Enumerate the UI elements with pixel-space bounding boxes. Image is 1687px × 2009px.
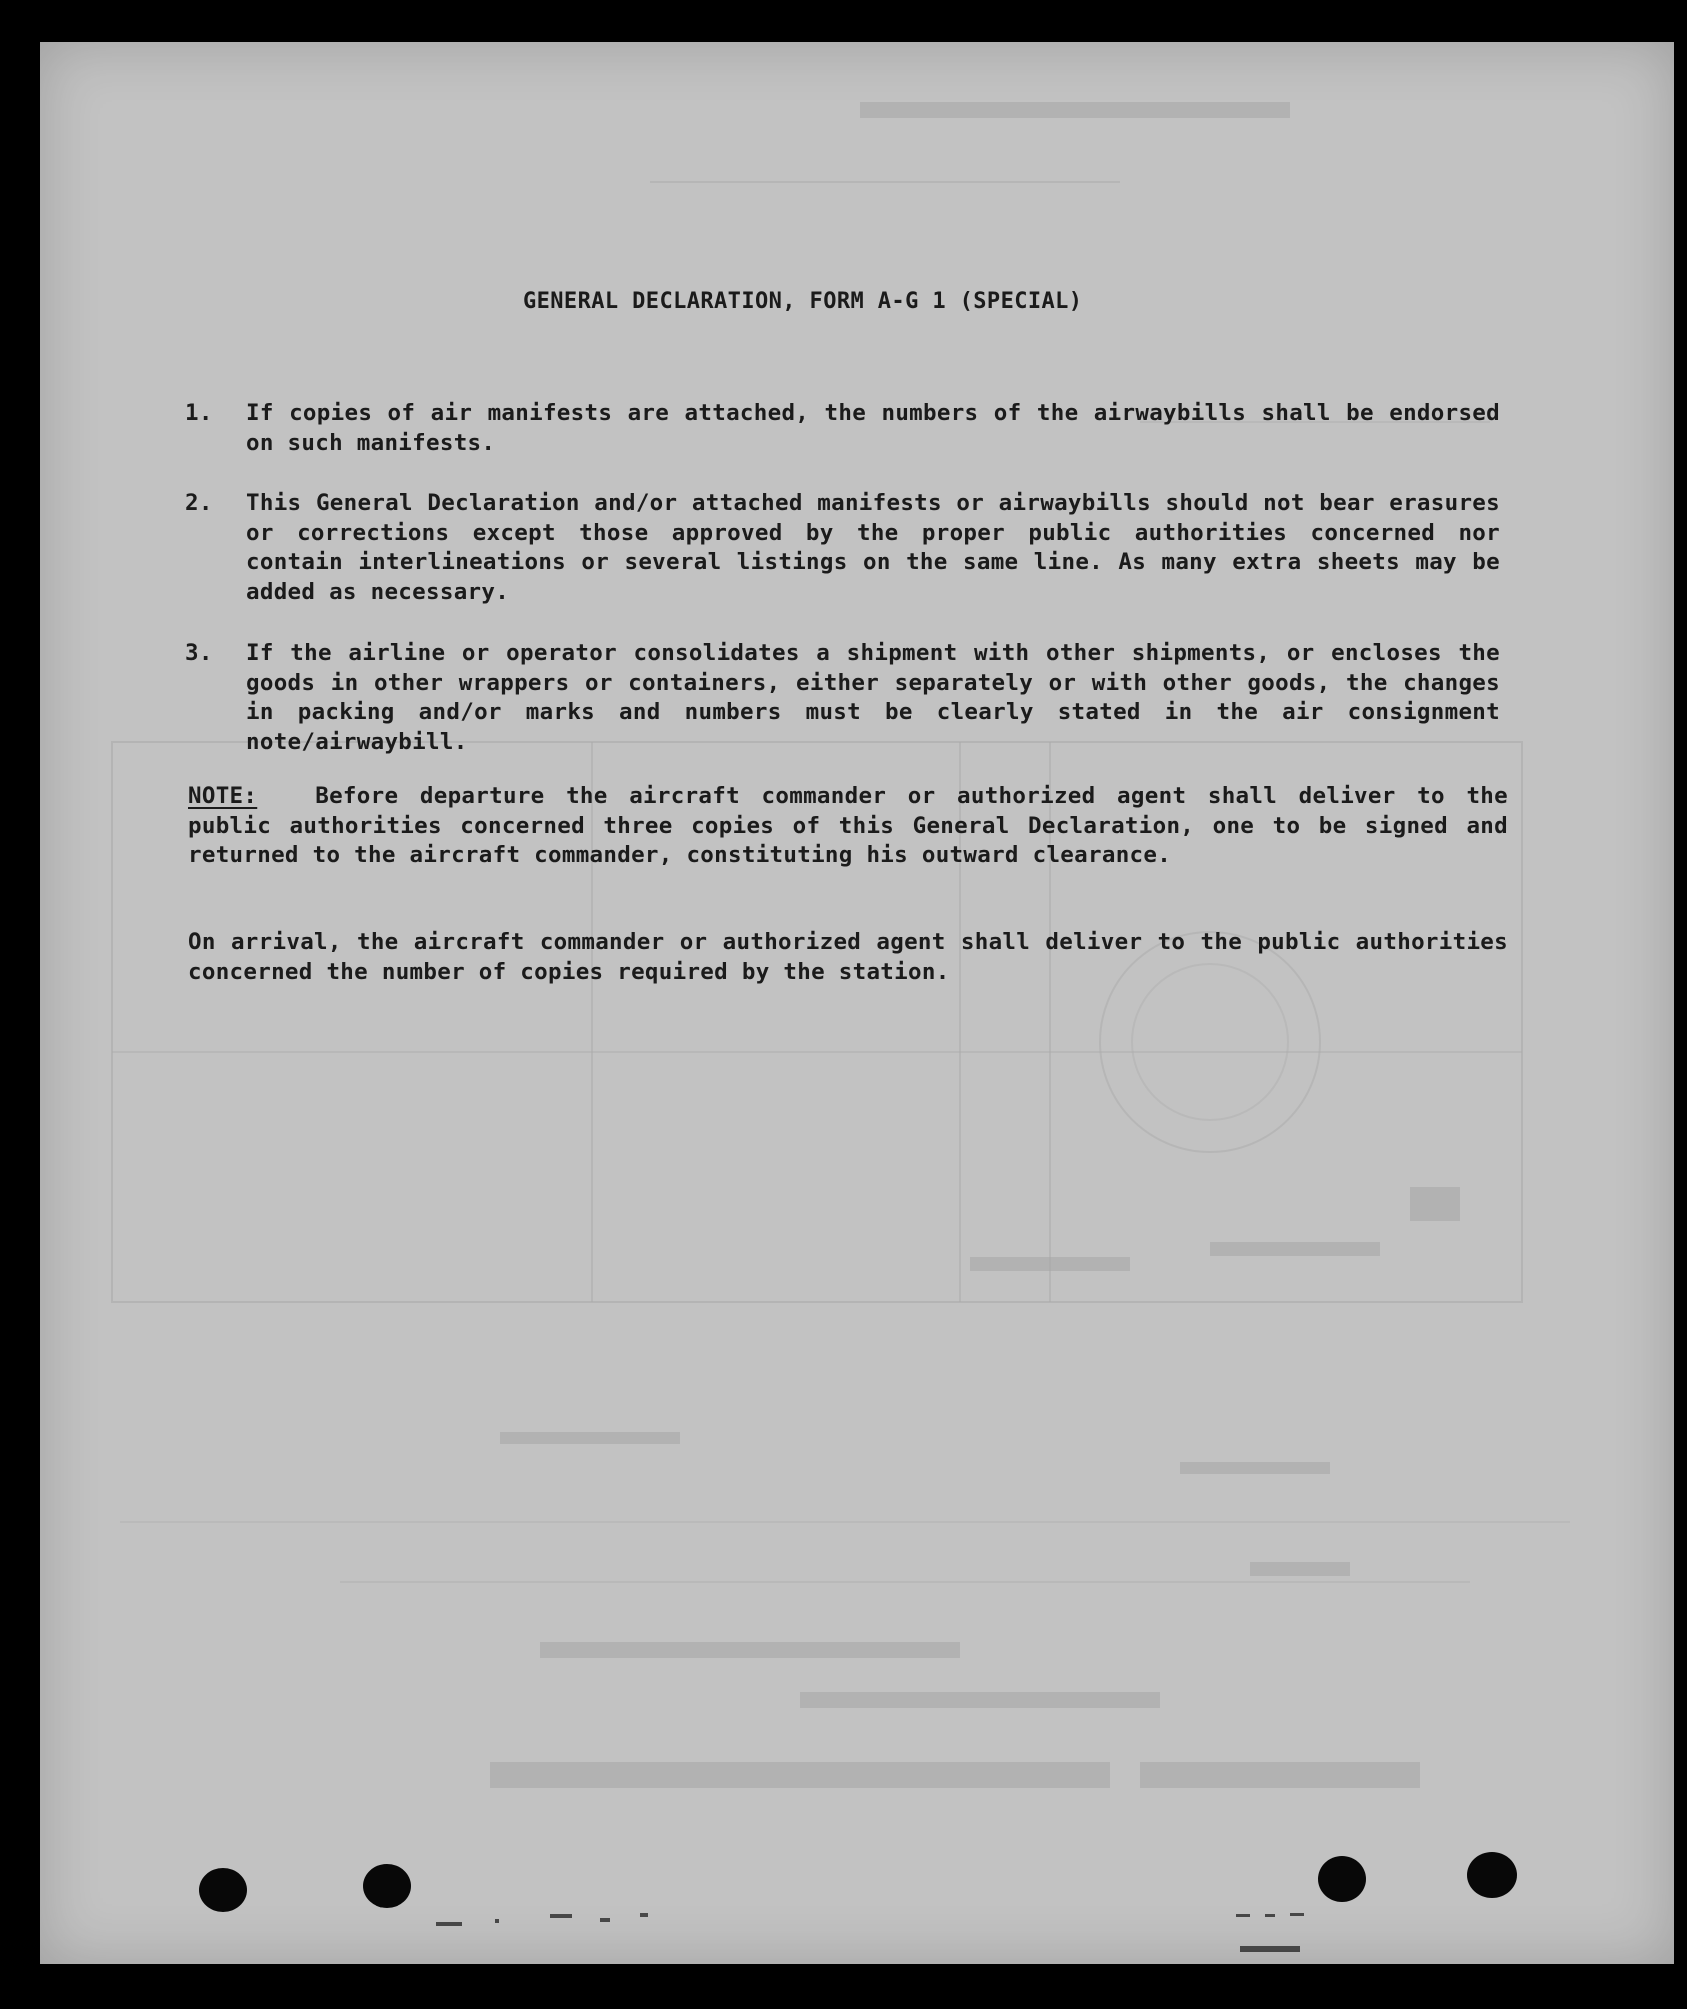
page-title: GENERAL DECLARATION, FORM A-G 1 (SPECIAL) [523, 289, 1083, 314]
arrival-paragraph: On arrival, the aircraft commander or authorized agent shall deliver to the public authorities concerned the number of copies required by the station. [188, 929, 1508, 985]
document-page [40, 42, 1674, 1964]
punch-hole [1318, 1856, 1366, 1902]
list-item-text: This General Declaration and/or attached manifests or airwaybills should not bear erasures or corrections except those approved by the proper public authorities concerned nor contain interlineations or several listings on the same line. As many extra sheets may be added as necessary. [246, 490, 1500, 605]
note-paragraph [188, 782, 1508, 871]
list-item-number: 2. [185, 490, 213, 516]
list-item-number: 3. [185, 640, 213, 666]
list-item-text: If the airline or operator consolidates a shipment with other shipments, or encloses the goods in other wrappers or containers, either separately or with other goods, the changes in packing and/or marks and numbers must be clearly stated in the air consignment note/airwaybill. [246, 640, 1500, 755]
punch-hole [363, 1864, 411, 1908]
note-label: NOTE: [188, 783, 258, 809]
punch-hole [1467, 1852, 1517, 1898]
note-text: Before departure the aircraft commander or authorized agent shall deliver to the public authorities concerned three copies of this General Declaration, one to be signed and returned to the aircraft commander, constituting his outward clearance. [188, 783, 1508, 868]
list-item-text: If copies of air manifests are attached, the numbers of the airwaybills shall be endorsed on such manifests. [246, 400, 1500, 456]
punch-hole [199, 1868, 247, 1912]
reverse-side-bleed-through [40, 42, 1674, 1964]
list-item-number: 1. [185, 400, 213, 426]
paper-specks [40, 42, 1674, 1964]
